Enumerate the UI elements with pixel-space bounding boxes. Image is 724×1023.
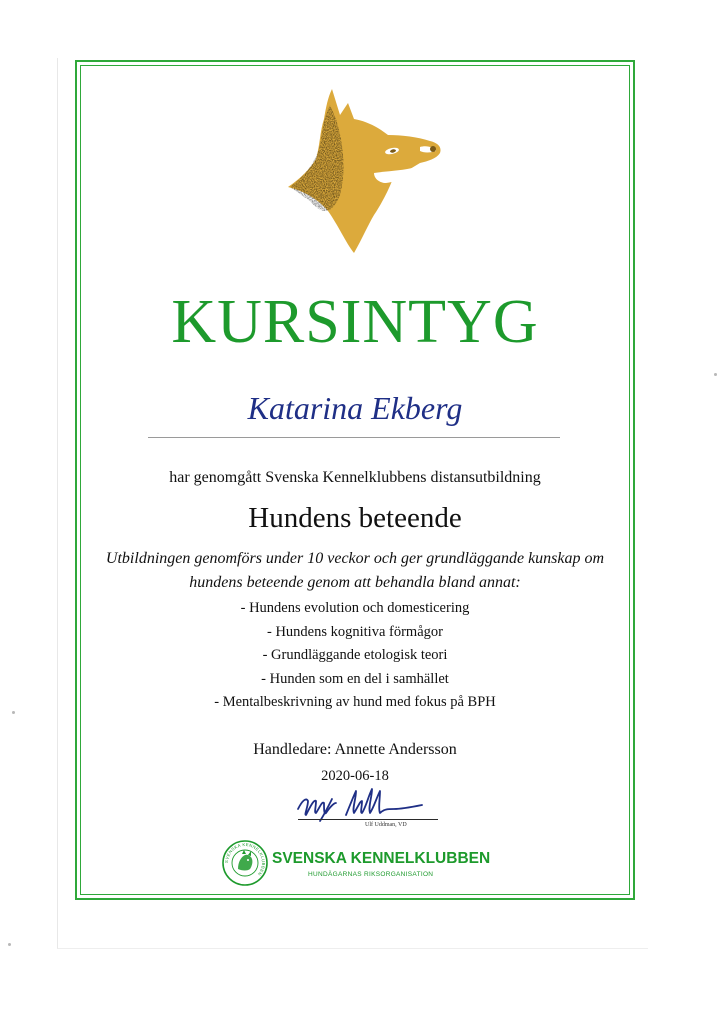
seal-ring-text: SVENSKA KENNELKLUBBEN (223, 841, 267, 877)
scan-speck (8, 943, 11, 946)
signer-name: Ulf Uddman, VD (365, 822, 407, 828)
signature-line (298, 819, 438, 820)
course-description (86, 547, 624, 595)
topic-item: - Hundens evolution och domesticering (240, 600, 470, 616)
description-line-2: hundens beteende genom att behandla bland annat: (189, 574, 521, 591)
topic-item: - Hundens kognitiva förmågor (267, 623, 443, 640)
organization-tagline: HUNDÄGARNAS RIKSORGANISATION (308, 871, 434, 878)
topic-item: - Mentalbeskrivning av hund med fokus på BPH (214, 694, 496, 710)
scan-speck (714, 373, 717, 376)
topic-list (80, 597, 630, 715)
scan-speck (12, 711, 15, 714)
recipient-name: Katarina Ekberg (247, 390, 463, 426)
completion-statement: har genomgått Svenska Kennelklubbens distansutbildning (169, 469, 541, 486)
organization-name: SVENSKA KENNELKLUBBEN (272, 850, 491, 867)
topic-item: - Grundläggande etologisk teori (262, 647, 448, 663)
course-name: Hundens beteende (248, 502, 462, 534)
name-underline (148, 437, 560, 438)
supervisor-line: Handledare: Annette Andersson (253, 741, 457, 758)
dog-head-illustration (270, 75, 460, 265)
certificate-title: KURSINTYG (171, 288, 539, 356)
certificate-date: 2020-06-18 (321, 768, 389, 784)
topic-item: - Hunden som en del i samhället (261, 670, 449, 687)
kennel-club-seal-icon (222, 840, 268, 886)
description-line-1: Utbildningen genomförs under 10 veckor och ger grundläggande kunskap om (105, 550, 605, 567)
